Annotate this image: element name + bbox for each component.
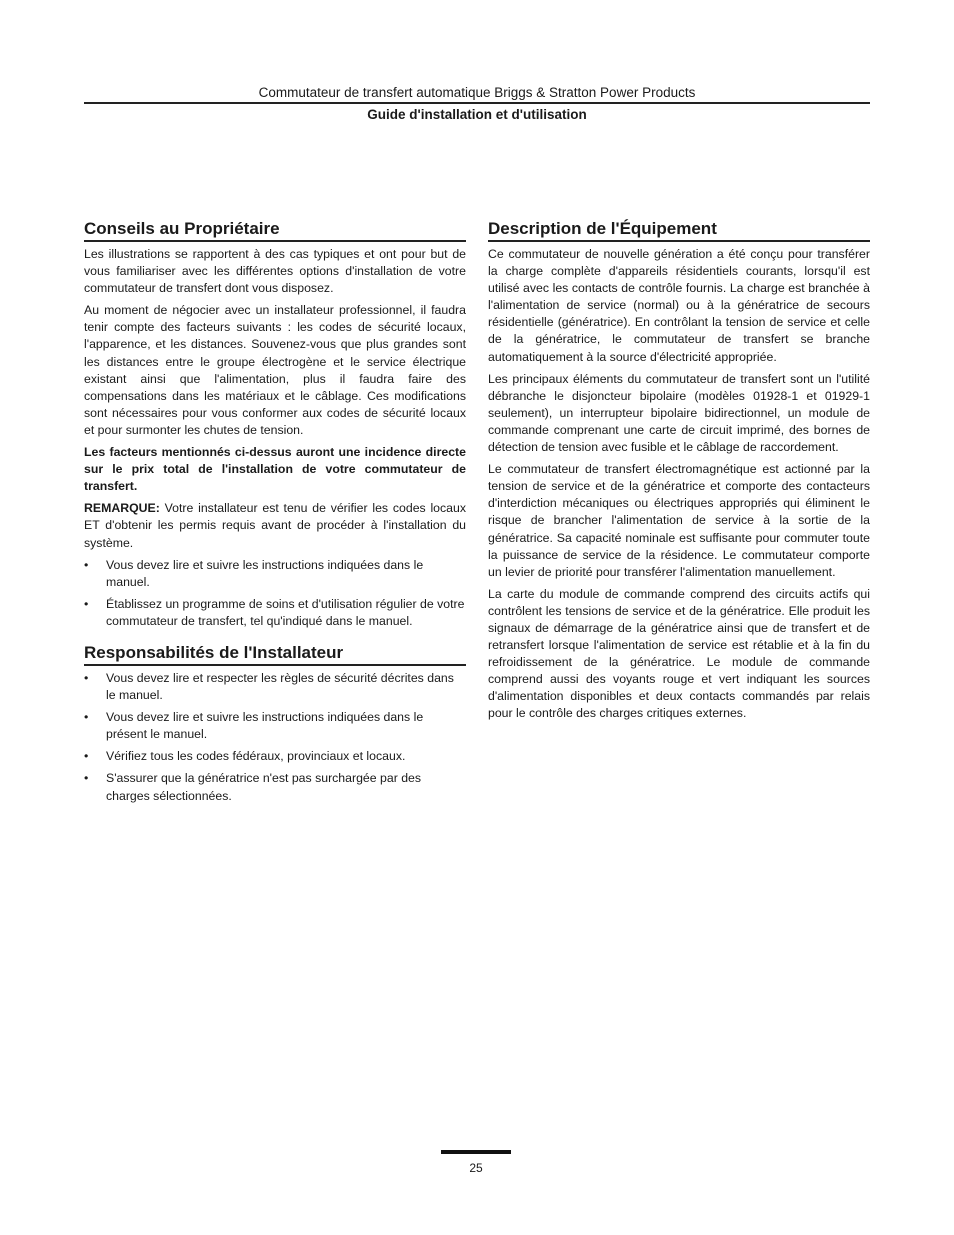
equipment-para-1: Ce commutateur de nouvelle génération a été conçu pour transférer la charge complète d'appareils résidentiels courants, lorsqu'il est utilisé avec les contacts de contrôle fournis. La charge est branchée à l'alimentation de service (normal) ou à la génératrice de secours résidentielle (génératrice). En contrôlant la tension de service et celle de la génératrice, le commutateur de transfert se branche automatiquement à la source d'électricité appropriée. — [488, 247, 870, 364]
list-item-text: Vous devez lire et suivre les instructions indiquées dans le manuel. — [106, 557, 424, 589]
list-item-text: Vérifiez tous les codes fédéraux, provinciaux et locaux. — [106, 749, 406, 764]
equipment-section-heading: Description de l'Équipement — [488, 218, 870, 242]
note-text: Votre installateur est tenu de vérifier les codes locaux ET d'obtenir les permis requis avant de procéder à l'installation du système. — [84, 501, 466, 550]
page-header — [84, 84, 870, 124]
list-item — [84, 557, 466, 591]
owner-bullet-list — [84, 557, 466, 630]
bullet-icon: • — [84, 596, 89, 611]
list-item-text: Vous devez lire et suivre les instructions indiquées dans le présent le manuel. — [106, 710, 424, 742]
owner-note — [84, 500, 466, 551]
bullet-icon: • — [84, 670, 89, 685]
bullet-icon: • — [84, 749, 89, 764]
owner-bold-para: Les facteurs mentionnés ci-dessus auront une incidence directe sur le prix total de l'installation de votre commutateur de transfert. — [84, 445, 466, 494]
list-item — [84, 770, 466, 804]
bullet-icon: • — [84, 710, 89, 725]
footer-bar — [441, 1150, 511, 1154]
owner-para-2: Au moment de négocier avec un installateur professionnel, il faudra tenir compte des facteurs suivants : les codes de sécurité locaux, l'apparence, et les distances. Souvenez-vous que plus grandes sont les distances entre le groupe électrogène et le service électrique existant ainsi que l'alimentation, plus il faudra faire des compensations dans les matériaux et le câblage. Ces modifications sont nécessaires pour vous conformer aux codes de sécurité locaux et pour surmonter les chutes de tension. — [84, 303, 466, 437]
owner-para-1: Les illustrations se rapportent à des cas typiques et ont pour but de vous familiariser avec les différentes options d'installation de votre commutateur de transfert dont vous disposez. — [84, 247, 466, 296]
right-column — [488, 218, 870, 728]
equipment-para-3: Le commutateur de transfert électromagnétique est actionné par la tension de service et de la génératrice et comporte des contacteurs d'interdiction mécaniques ou électriques appropriés qui éliminent le risque de brancher l'alimentation de service à la sortie de la génératrice. Sa capacité nominale est suffisante pour commuter toute la puissance de service de la résidence. Le commutateur comporte un levier de priorité pour transférer l'alimentation manuellement. — [488, 462, 870, 579]
equipment-para-2: Les principaux éléments du commutateur de transfert sont un l'utilité débranche le disjoncteur bipolaire (modèles 01928-1 et 01929-1 seulement), un interrupteur bipolaire bidirectionnel, un module de commande comprenant une carte de circuit imprimé, des bornes de détection de tension avec fusible et le câblage de raccordement. — [488, 371, 870, 455]
list-item — [84, 709, 466, 743]
left-column — [84, 218, 466, 810]
list-item-text: S'assurer que la génératrice n'est pas surchargée par des charges sélectionnées. — [106, 771, 422, 803]
page-footer — [441, 1150, 511, 1176]
list-item-text: Établissez un programme de soins et d'utilisation régulier de votre commutateur de transfert, tel qu'indiqué dans le manuel. — [106, 596, 465, 628]
list-item — [84, 670, 466, 704]
header-rule — [84, 102, 870, 104]
page-number: 25 — [469, 1161, 483, 1175]
header-title: Commutateur de transfert automatique Briggs & Stratton Power Products — [258, 85, 696, 100]
bullet-icon: • — [84, 557, 89, 572]
list-item — [84, 748, 466, 765]
owner-section-heading: Conseils au Propriétaire — [84, 218, 466, 242]
equipment-para-4: La carte du module de commande comprend des circuits actifs qui contrôlent les tensions de service et de la génératrice. Elle produit les signaux de démarrage de la génératrice ainsi que de transfert et de retransfert lorsque l'alimentation de service est rétablie et à la fin du refroidissement de la génératrice. Le module de commande comprend aussi des voyants rouge et vert indiquant les sources d'alimentation disponibles et deux contacts commandés par relais pour le contrôle des charges critiques externes. — [488, 586, 870, 721]
installer-section-heading: Responsabilités de l'Installateur — [84, 642, 466, 666]
note-label: REMARQUE: — [84, 501, 160, 516]
installer-bullet-list — [84, 670, 466, 805]
list-item-text: Vous devez lire et respecter les règles de sécurité décrites dans le manuel. — [106, 670, 454, 703]
bullet-icon: • — [84, 771, 89, 786]
list-item — [84, 596, 466, 630]
header-subtitle: Guide d'installation et d'utilisation — [367, 107, 587, 122]
